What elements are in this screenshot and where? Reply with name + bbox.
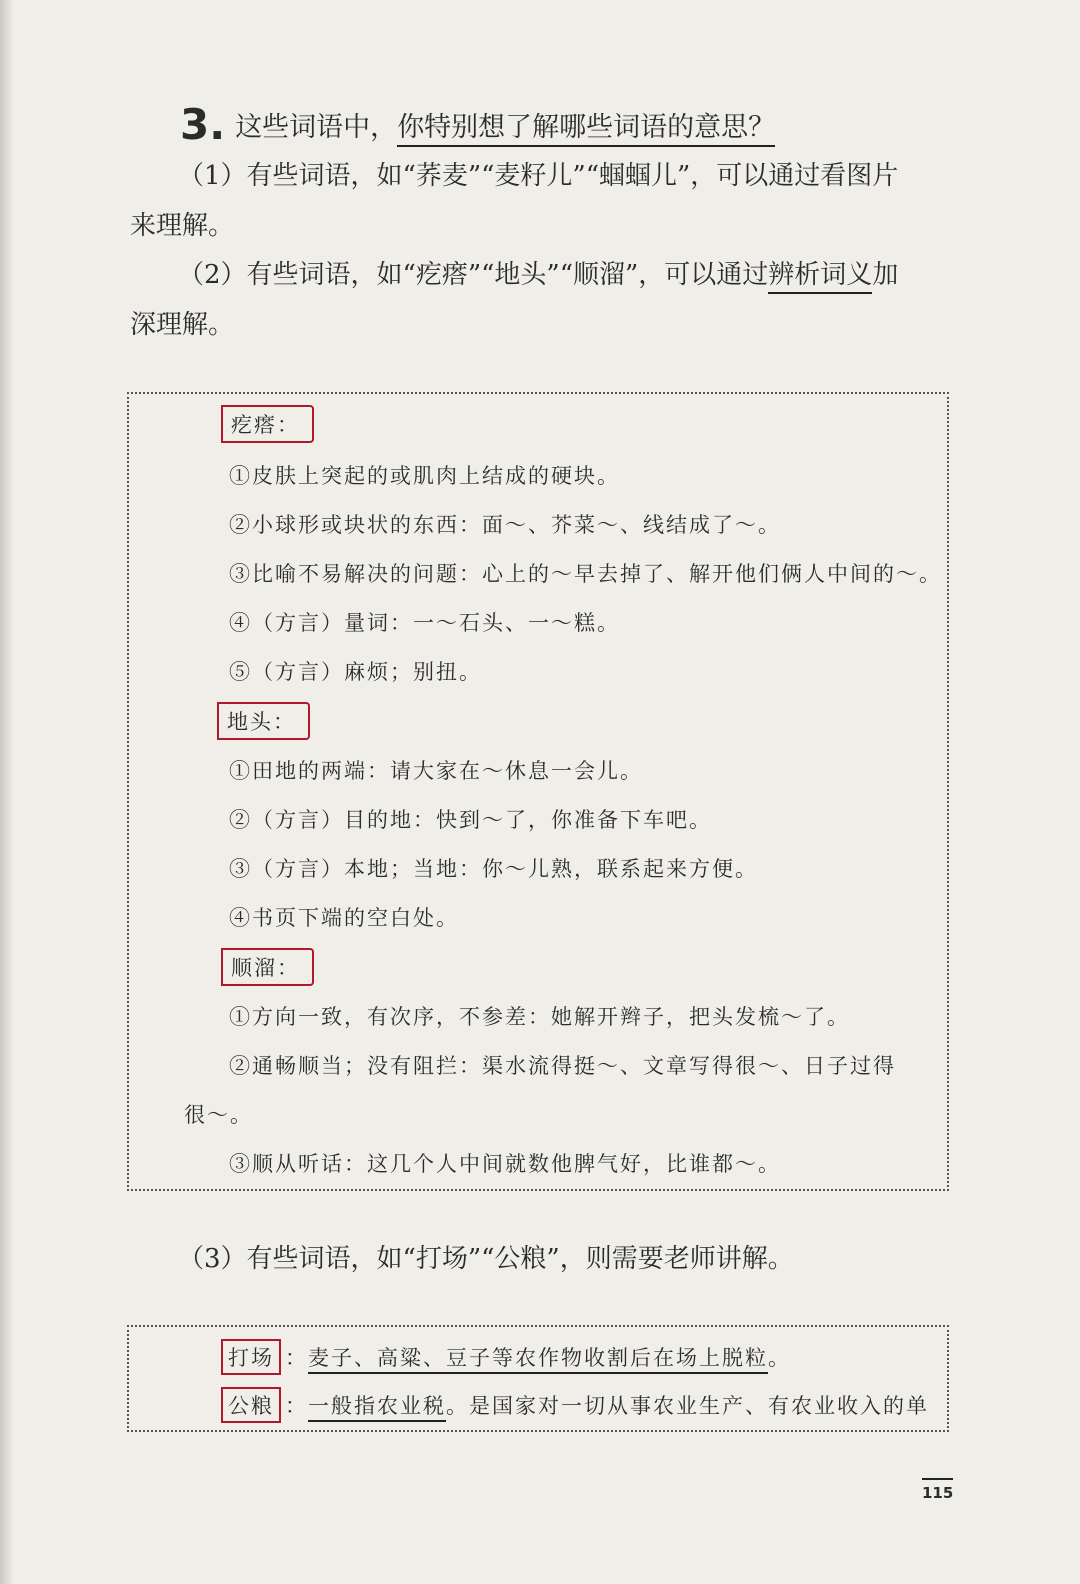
shunliu-sense-1: ①方向一致，有次序，不参差：她解开辫子，把头发梳～了。 xyxy=(229,1005,850,1029)
gada-sense-3: ③比喻不易解决的问题：心上的～早去掉了、解开他们俩人中间的～。 xyxy=(229,562,942,586)
question-text-underlined: 你特别想了解哪些词语的意思？ xyxy=(397,112,775,147)
item-3: （3）有些词语，如“打场”“公粮”，则需要老师讲解。 xyxy=(178,1244,794,1274)
gongliang-definition-underlined: 一般指农业税 xyxy=(308,1394,446,1422)
item-1 xyxy=(130,151,960,251)
question-heading xyxy=(180,100,775,149)
gada-sense-1: ①皮肤上突起的或肌肉上结成的硬块。 xyxy=(229,464,620,488)
item-1-line1: （1）有些词语，如“荞麦”“麦籽儿”“蝈蝈儿”，可以通过看图片 xyxy=(178,161,899,191)
gada-sense-5: ⑤（方言）麻烦；别扭。 xyxy=(229,660,482,684)
page-number: 115 xyxy=(922,1478,953,1502)
item-2-text-b: 加 xyxy=(872,260,899,290)
ditou-sense-1: ①田地的两端：请大家在～休息一会儿。 xyxy=(229,759,643,783)
question-number: 3. xyxy=(180,100,226,149)
ditou-sense-2: ②（方言）目的地：快到～了，你准备下车吧。 xyxy=(229,808,712,832)
gongliang-entry: 公粮 ：一般指农业税。是国家对一切从事农业生产、有农业收入的单 xyxy=(221,1387,929,1423)
shunliu-sense-3: ③顺从听话：这几个人中间就数他脾气好，比谁都～。 xyxy=(229,1152,781,1176)
shunliu-sense-2: ②通畅顺当；没有阻拦：渠水流得挺～、文章写得很～、日子过得 xyxy=(229,1054,896,1078)
ditou-sense-3: ③（方言）本地；当地：你～儿熟，联系起来方便。 xyxy=(229,857,758,881)
definition-box xyxy=(127,392,949,1191)
headword-shunliu: 顺溜： xyxy=(221,948,308,986)
gada-sense-2: ②小球形或块状的东西：面～、芥菜～、线结成了～。 xyxy=(229,513,781,537)
dachang-definition: 麦子、高粱、豆子等农作物收割后在场上脱粒 xyxy=(308,1346,768,1374)
item-2 xyxy=(130,250,960,350)
shunliu-sense-2-cont: 很～。 xyxy=(184,1103,253,1127)
headword-ditou: 地头： xyxy=(217,702,304,740)
definition-box-2 xyxy=(127,1325,949,1432)
dachang-entry: 打场 ：麦子、高粱、豆子等农作物收割后在场上脱粒。 xyxy=(221,1339,791,1375)
headword-dachang: 打场 xyxy=(221,1339,281,1375)
page-edge-shadow xyxy=(0,0,14,1584)
headword-gada: 疙瘩： xyxy=(221,405,308,443)
item-2-line2: 深理解。 xyxy=(130,310,235,340)
item-1-line2: 来理解。 xyxy=(130,211,235,241)
ditou-sense-4: ④书页下端的空白处。 xyxy=(229,906,459,930)
item-2-text-a: （2）有些词语，如“疙瘩”“地头”“顺溜”，可以通过 xyxy=(178,260,769,290)
gongliang-definition-tail: 。是国家对一切从事农业生产、有农业收入的单 xyxy=(446,1394,929,1418)
item-2-text-underlined: 辨析词义 xyxy=(768,260,872,294)
headword-gongliang: 公粮 xyxy=(221,1387,281,1423)
gada-sense-4: ④（方言）量词：一～石头、一～糕。 xyxy=(229,611,620,635)
question-text: 这些词语中， xyxy=(235,112,398,143)
